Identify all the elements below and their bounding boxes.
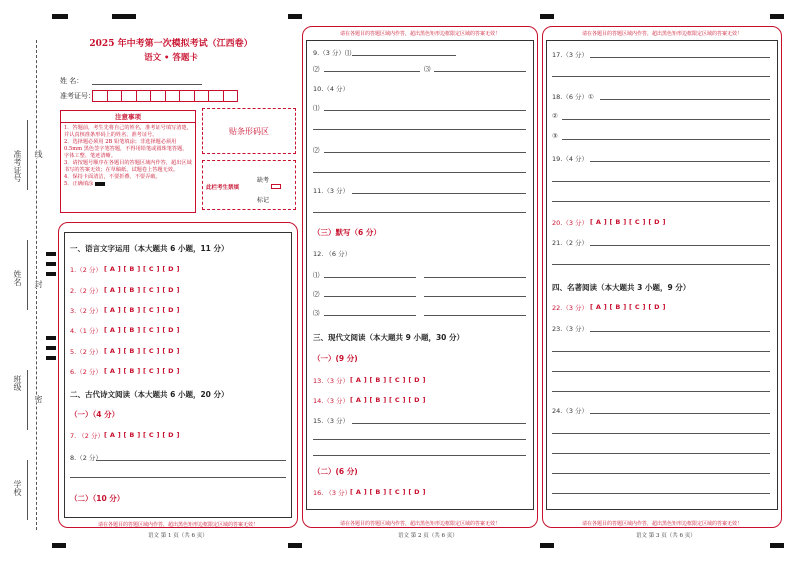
q12-sub3-label: ⑶ (313, 309, 320, 317)
q19-line[interactable] (552, 201, 770, 202)
q21-line[interactable] (590, 245, 770, 246)
registration-mark (288, 14, 302, 19)
q10-sub1-label: ⑴ (313, 104, 320, 112)
q10-sub2-label: ⑵ (313, 146, 320, 154)
registration-mark (770, 14, 784, 19)
q16-label: 16. （3 分） (313, 489, 352, 497)
q19-label: 19.（4 分） (552, 155, 589, 163)
registration-mark (46, 252, 56, 256)
registration-mark (770, 543, 784, 548)
q5-options[interactable]: [ A ] [ B ] [ C ] [ D ] (104, 347, 180, 355)
q10-line[interactable] (324, 152, 526, 153)
q13-options[interactable]: [ A ] [ B ] [ C ] [ D ] (350, 376, 426, 384)
sub2-heading: （二）（10 分） (70, 494, 125, 503)
q22-label: 22.（3 分） (552, 304, 589, 312)
binding-underline (27, 370, 28, 430)
binding-name-label: 姓名 (13, 270, 22, 286)
absent-label: 此栏考生禁填 (206, 185, 240, 191)
sub4-heading: （一）(9 分) (313, 354, 358, 363)
q10-label: 10.（4 分） (313, 85, 350, 93)
notice-item: 3．请按题号顺序在各题目的答题区域内作答，超出区域书写的答案无效；在草稿纸、试题卷上答题无效。 (64, 160, 192, 173)
barcode-label: 贴条形码区 (229, 126, 269, 136)
exam-id-boxes[interactable] (92, 90, 238, 102)
q17-line[interactable] (590, 57, 770, 58)
q9-label: 9.（3 分）⑴ (313, 49, 352, 57)
q23-label: 23.（3 分） (552, 325, 589, 333)
q18-line[interactable] (600, 99, 770, 100)
notice-title: 注意事项 (61, 111, 195, 123)
q1-options[interactable]: [ A ] [ B ] [ C ] [ D ] (104, 265, 180, 273)
binding-line-label: 线 (34, 150, 43, 158)
q21-line[interactable] (552, 264, 770, 265)
notice-item: 5．正确填涂 (64, 181, 94, 187)
q19-line[interactable] (552, 181, 770, 182)
q18-label: 18.（6 分）① (552, 93, 594, 101)
binding-underline (27, 460, 28, 520)
q24-label: 24.（3 分） (552, 407, 589, 415)
sub1-heading: （一）（4 分） (70, 410, 120, 419)
q18-sub3-label: ③ (552, 132, 558, 140)
q11-line[interactable] (313, 212, 526, 213)
absent-mark-text: 缺考 (257, 177, 270, 184)
page2-warning-bottom: 请在各题目的答题区域内作答，超出黑色矩形边框限定区域的答案无效！ (339, 521, 500, 527)
registration-mark (46, 346, 56, 350)
q24-line[interactable] (552, 453, 770, 454)
q18-sub2-label: ② (552, 112, 558, 120)
section1-heading: 一、语言文字运用（本大题共 6 小题，11 分） (70, 244, 229, 253)
q12-line[interactable] (424, 277, 526, 278)
registration-mark (112, 14, 136, 19)
q9-line-1[interactable] (352, 55, 456, 56)
q19-line[interactable] (590, 161, 770, 162)
notice-item: 2．选择题必须用 2B 铅笔填涂；非选择题必须用 0.5mm 黑色签字笔答题，不得用铅笔或圆珠笔答题，字体工整、笔迹清晰。 (64, 139, 188, 159)
q8-answer-line[interactable] (70, 477, 286, 478)
q7-options[interactable]: [ A ] [ B ] [ C ] [ D ] (104, 431, 180, 439)
page2-warning-top: 请在各题目的答题区域内作答，超出黑色矩形边框限定区域的答案无效！ (339, 31, 500, 37)
section3-heading: 三、现代文阅读（本大题共 9 小题，30 分） (313, 333, 464, 342)
q18-line[interactable] (562, 119, 770, 120)
q11-line[interactable] (352, 193, 526, 194)
q12-sub2-label: ⑵ (313, 290, 320, 298)
q23-line[interactable] (552, 371, 770, 372)
binding-seal-label: 封 (34, 280, 43, 288)
q12-line[interactable] (424, 315, 526, 316)
page1-warning: 请在各题目的答题区域内作答，超出黑色矩形边框限定区域的答案无效！ (97, 522, 258, 528)
q10-line[interactable] (324, 110, 526, 111)
q5-label: 5.（2 分） (70, 348, 102, 356)
q17-label: 17.（3 分） (552, 51, 589, 59)
name-label: 姓 名： (60, 77, 84, 85)
q10-line[interactable] (313, 129, 526, 130)
q20-label: 20.（3 分） (552, 219, 589, 227)
binding-school-label: 学校 (13, 480, 22, 496)
q22-options[interactable]: [ A ] [ B ] [ C ] [ D ] (590, 303, 666, 311)
q14-options[interactable]: [ A ] [ B ] [ C ] [ D ] (350, 396, 426, 404)
q1-label: 1.（2 分） (70, 266, 102, 274)
binding-class-label: 班级 (13, 375, 22, 391)
page3-answer-frame (546, 40, 778, 510)
q21-label: 21.（2 分） (552, 239, 589, 247)
sheet-subtitle: 语文 • 答题卡 (144, 53, 198, 63)
q15-label: 15.（3 分） (313, 417, 350, 425)
q23-line[interactable] (552, 391, 770, 392)
notice-item: 1．答题前，考生先将自己的姓名，准考证号填写清楚，并认真核准条形码上的姓名、准考证号。 (64, 125, 192, 138)
q15-line[interactable] (313, 455, 526, 456)
q4-label: 4.（1 分） (70, 327, 102, 335)
name-field[interactable] (92, 84, 202, 85)
registration-mark (288, 543, 302, 548)
q4-options[interactable]: [ A ] [ B ] [ C ] [ D ] (104, 326, 180, 334)
sub3-heading: （三）默写（6 分） (313, 228, 381, 237)
q9-sub2-label: ⑵ (313, 65, 320, 73)
registration-mark (52, 14, 68, 19)
q13-label: 13.（3 分） (313, 377, 350, 385)
q9-sub3-label: ⑶ (424, 65, 431, 73)
filled-sample-mark (95, 182, 105, 186)
registration-mark (46, 272, 56, 276)
absent-box (202, 160, 296, 210)
q8-answer-line[interactable] (96, 460, 286, 461)
registration-mark (52, 543, 66, 548)
q12-line[interactable] (324, 296, 416, 297)
notice-item: 4．保持卡面清洁，不要折叠、不要弄破。 (64, 174, 161, 180)
q3-options[interactable]: [ A ] [ B ] [ C ] [ D ] (104, 306, 180, 314)
q12-line[interactable] (324, 315, 416, 316)
q6-label: 6.（2 分） (70, 368, 102, 376)
notice-box (60, 110, 196, 213)
q8-label: 8.（2 分） (70, 454, 102, 462)
q24-line[interactable] (552, 493, 770, 494)
page3-warning-bottom: 请在各题目的答题区域内作答，超出黑色矩形边框限定区域的答案无效！ (581, 521, 742, 527)
registration-mark (46, 356, 56, 360)
binding-underline (27, 120, 28, 190)
binding-exam-id-label: 准考证号 (13, 150, 22, 182)
q7-label: 7. （2 分） (70, 432, 104, 440)
q11-label: 11.（3 分） (313, 187, 350, 195)
q9-line-2[interactable] (324, 71, 420, 72)
q12-line[interactable] (424, 296, 526, 297)
section4-heading: 四、名著阅读（本大题共 3 小题，9 分） (552, 283, 691, 292)
page1-footer: 语文 第 1 页（共 6 页） (148, 533, 208, 539)
registration-mark (540, 14, 554, 19)
sheet-title: 2025 年中考第一次模拟考试（江西卷） (89, 39, 253, 49)
q16-options[interactable]: [ A ] [ B ] [ C ] [ D ] (350, 488, 426, 496)
binding-secret-label: 密 (34, 395, 43, 403)
q15-line[interactable] (352, 423, 526, 424)
q20-options[interactable]: [ A ] [ B ] [ C ] [ D ] (590, 218, 666, 226)
q18-line[interactable] (562, 139, 770, 140)
page3-footer: 语文 第 3 页（共 6 页） (636, 533, 696, 539)
absent-checkbox[interactable] (271, 184, 281, 189)
binding-underline (27, 240, 28, 310)
registration-mark (46, 262, 56, 266)
registration-mark (46, 336, 56, 340)
page2-footer: 语文 第 2 页（共 6 页） (398, 533, 458, 539)
exam-id-label: 准考证号： (60, 92, 95, 100)
q14-label: 14.（3 分） (313, 397, 350, 405)
absent-mark-text: 标记 (257, 197, 270, 204)
q2-label: 2.（2 分） (70, 287, 102, 295)
q10-line[interactable] (313, 172, 526, 173)
q12-label: 12. （6 分） (313, 250, 352, 258)
q17-line[interactable] (552, 76, 770, 77)
q6-options[interactable]: [ A ] [ B ] [ C ] [ D ] (104, 367, 180, 375)
q12-line[interactable] (324, 277, 416, 278)
registration-mark (540, 543, 554, 548)
q23-line[interactable] (590, 331, 770, 332)
sub5-heading: （二）(6 分) (313, 467, 358, 476)
q24-line[interactable] (552, 473, 770, 474)
page3-warning-top: 请在各题目的答题区域内作答，超出黑色矩形边框限定区域的答案无效！ (581, 31, 742, 37)
q24-line[interactable] (590, 413, 770, 414)
q3-label: 3.（2 分） (70, 307, 102, 315)
barcode-area (202, 108, 296, 154)
q15-line[interactable] (313, 439, 526, 440)
q23-line[interactable] (552, 351, 770, 352)
q2-options[interactable]: [ A ] [ B ] [ C ] [ D ] (104, 286, 180, 294)
q9-line-3[interactable] (434, 71, 526, 72)
section2-heading: 二、古代诗文阅读（本大题共 6 小题，20 分） (70, 390, 229, 399)
q24-line[interactable] (552, 433, 770, 434)
q12-sub1-label: ⑴ (313, 271, 320, 279)
